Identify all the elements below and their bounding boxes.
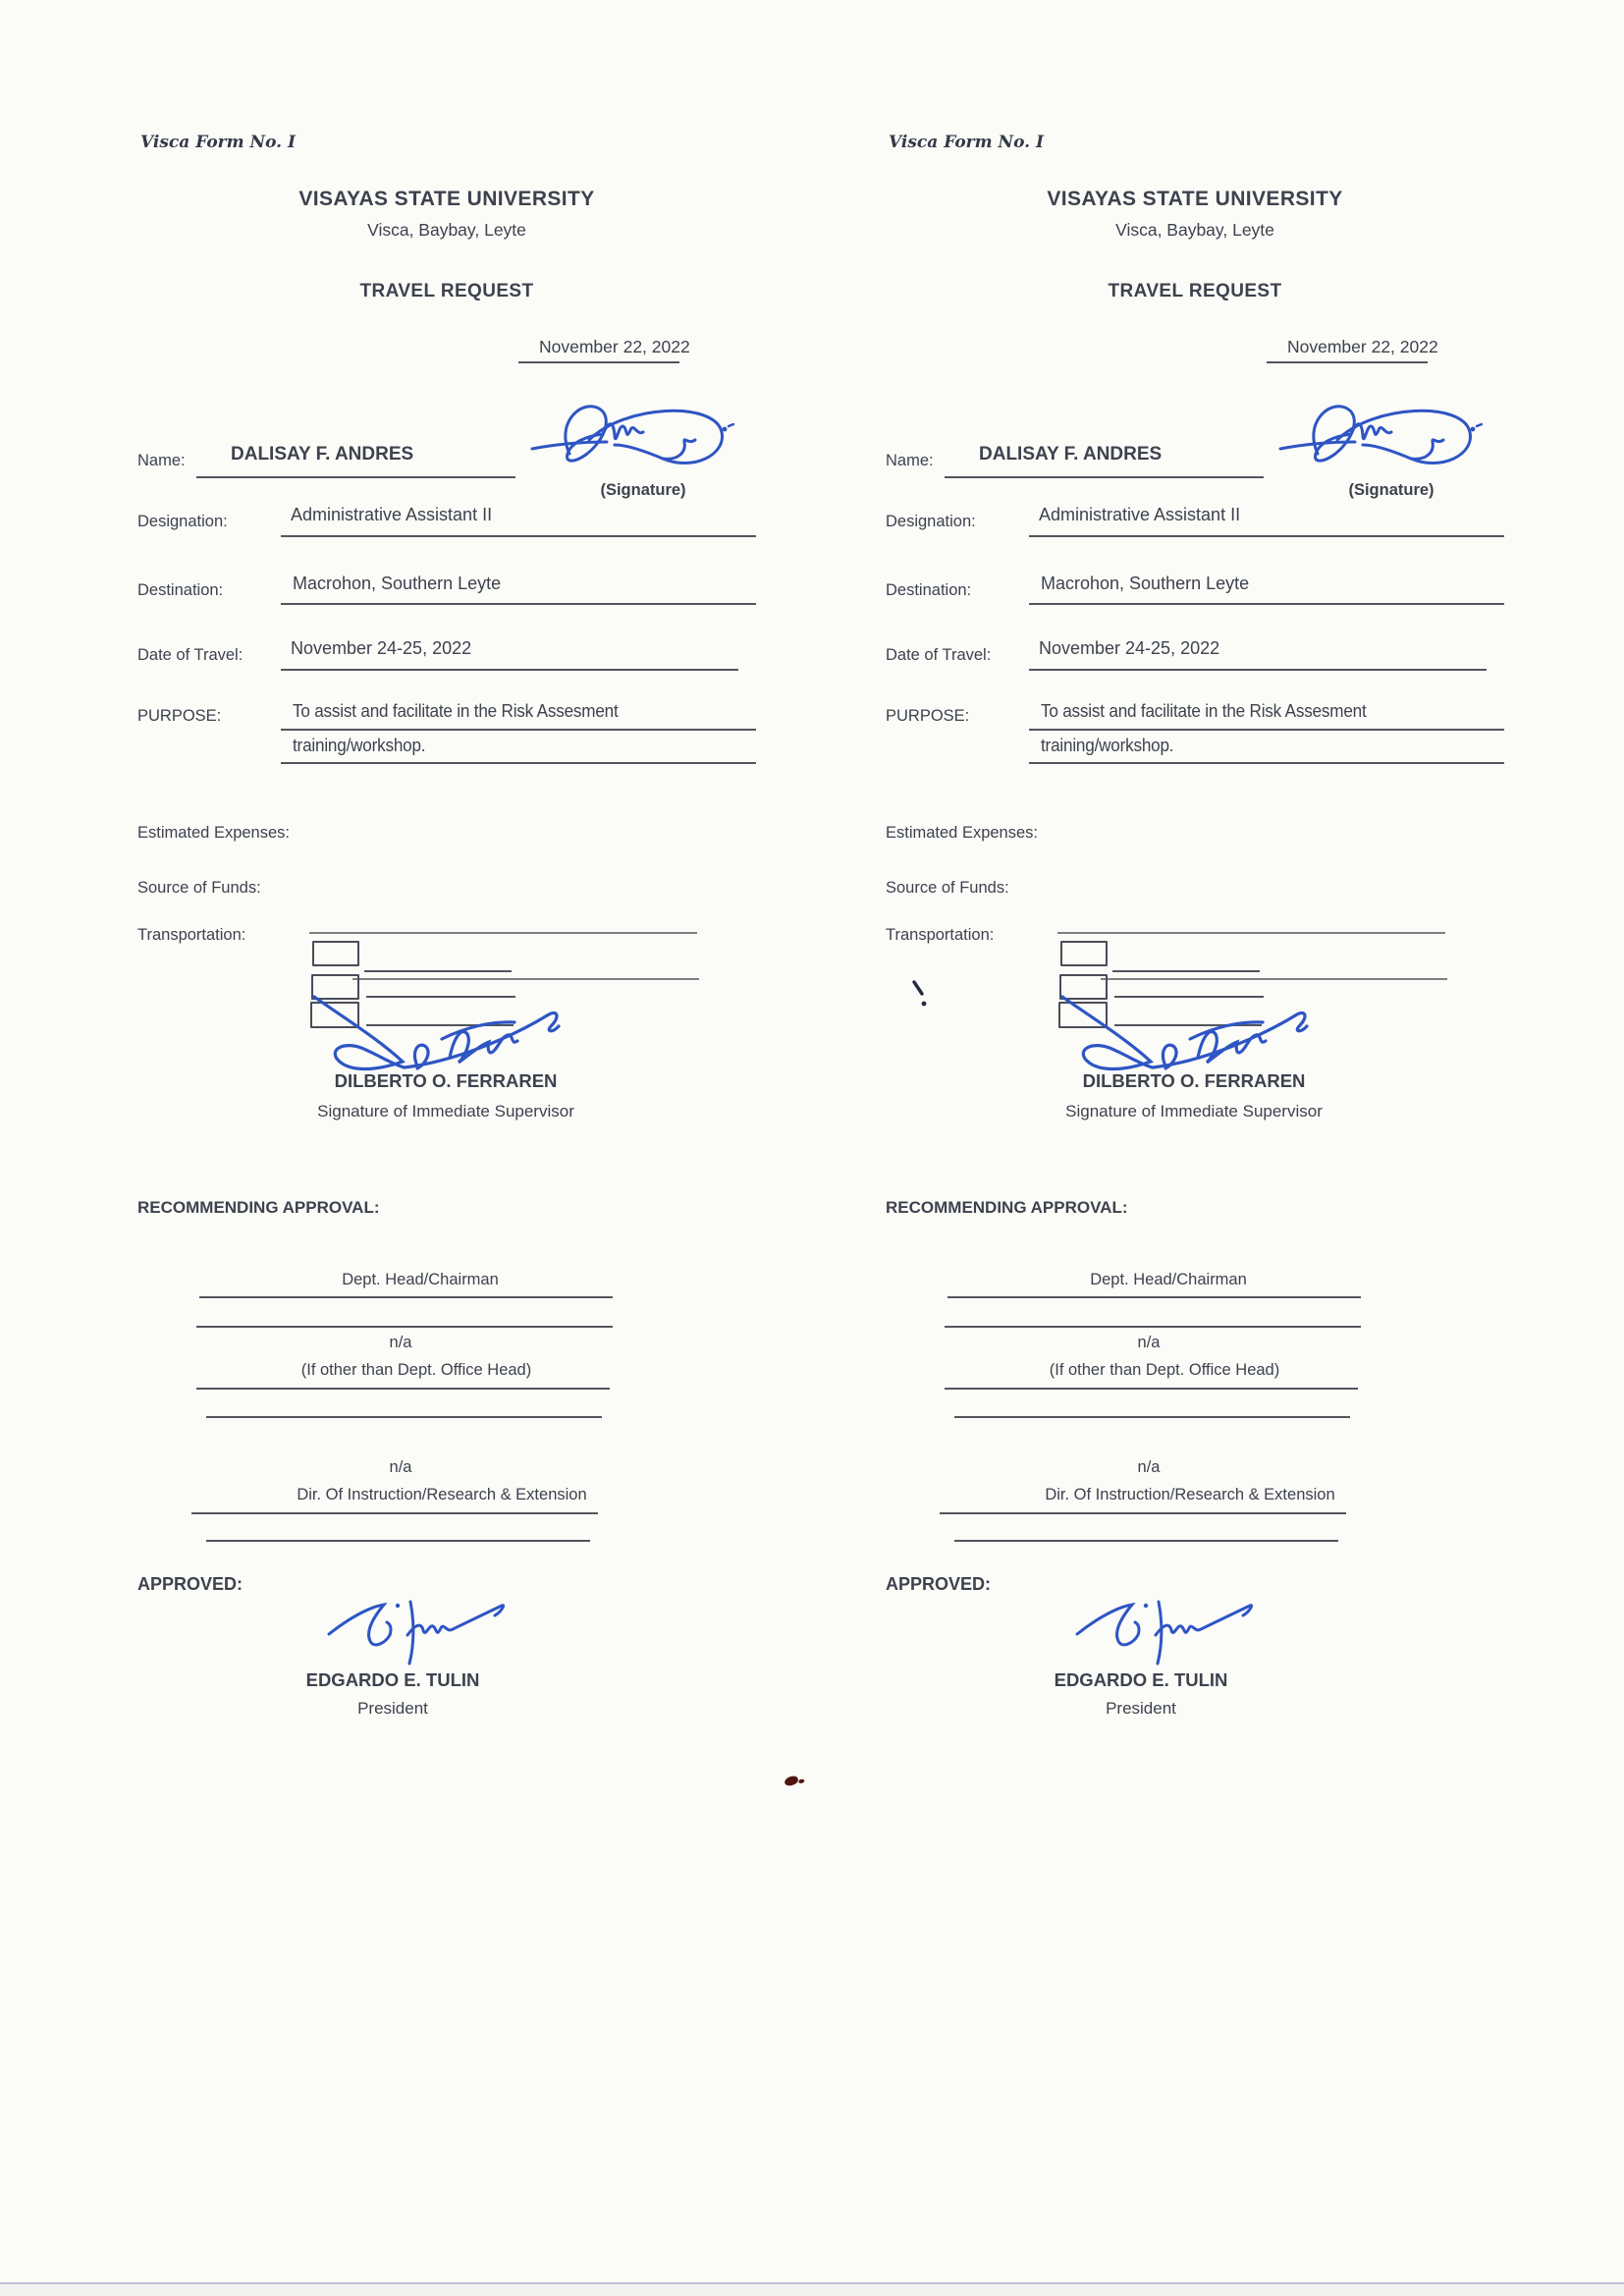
purpose-label: PURPOSE:: [137, 707, 222, 725]
supervisor-name: DILBERTO O. FERRAREN: [334, 1070, 558, 1091]
form-title: TRAVEL REQUEST: [359, 281, 534, 301]
designation-label: Designation:: [886, 513, 976, 530]
university-address: Visca, Baybay, Leyte: [367, 220, 526, 240]
university-name: VISAYAS STATE UNIVERSITY: [1047, 188, 1343, 210]
travel-request-form-right: [886, 0, 1534, 2296]
destination-label: Destination:: [137, 581, 224, 599]
signature-caption: (Signature): [1348, 481, 1435, 499]
purpose-line2: training/workshop.: [1041, 736, 1174, 755]
blank-line-3: [206, 1540, 590, 1542]
estimated-expenses-label: Estimated Expenses:: [137, 824, 290, 842]
destination-value: Macrohon, Southern Leyte: [1041, 574, 1250, 593]
purpose-label: PURPOSE:: [886, 707, 970, 725]
date-of-travel-label: Date of Travel:: [137, 646, 244, 664]
supervisor-title: Signature of Immediate Supervisor: [1065, 1102, 1323, 1121]
form-number: Visca Form No. I: [889, 133, 1044, 152]
approved-header: APPROVED:: [886, 1574, 992, 1594]
request-date-underline: [518, 361, 679, 363]
requester-signature-scribble: [528, 393, 736, 488]
dept-head-label: Dept. Head/Chairman: [1090, 1271, 1247, 1288]
na-value-2: n/a: [389, 1458, 412, 1476]
date-of-travel-value: November 24-25, 2022: [291, 638, 472, 658]
transport-line-1a: [364, 970, 512, 972]
supervisor-name: DILBERTO O. FERRAREN: [1082, 1070, 1306, 1091]
purpose-underline-2: [281, 762, 756, 764]
transportation-label: Transportation:: [886, 926, 995, 944]
dept-head-line: [199, 1296, 613, 1298]
na-value-1: n/a: [389, 1334, 412, 1351]
university-name: VISAYAS STATE UNIVERSITY: [298, 188, 595, 210]
blank-line-2: [206, 1416, 602, 1418]
president-signature-scribble: [319, 1597, 527, 1669]
form-number: Visca Form No. I: [140, 133, 296, 152]
president-name: EDGARDO E. TULIN: [305, 1669, 480, 1690]
na-value-2: n/a: [1137, 1458, 1161, 1476]
if-other-label: (If other than Dept. Office Head): [1049, 1361, 1280, 1379]
designation-value: Administrative Assistant II: [1039, 505, 1241, 524]
transportation-label: Transportation:: [137, 926, 246, 944]
designation-value: Administrative Assistant II: [291, 505, 493, 524]
blank-line-1: [196, 1326, 613, 1328]
date-of-travel-label: Date of Travel:: [886, 646, 992, 664]
supervisor-title: Signature of Immediate Supervisor: [317, 1102, 574, 1121]
source-of-funds-label: Source of Funds:: [137, 879, 261, 897]
name-label: Name:: [137, 452, 186, 469]
name-value: DALISAY F. ANDRES: [979, 444, 1163, 465]
signature-caption: (Signature): [600, 481, 686, 499]
purpose-underline-1: [1029, 729, 1504, 731]
director-label: Dir. Of Instruction/Research & Extension: [297, 1486, 587, 1503]
president-signature-scribble: [1067, 1597, 1275, 1669]
designation-underline: [1029, 535, 1504, 537]
director-line: [191, 1512, 598, 1514]
transport-line-1a: [1112, 970, 1260, 972]
ink-speck-artifact: [784, 1776, 799, 1787]
name-value: DALISAY F. ANDRES: [231, 444, 414, 465]
if-other-line: [945, 1388, 1358, 1390]
form-title: TRAVEL REQUEST: [1108, 281, 1282, 301]
request-date: November 22, 2022: [1287, 337, 1438, 356]
destination-underline: [281, 603, 756, 605]
transportation-line: [1057, 932, 1445, 934]
na-value-1: n/a: [1137, 1334, 1161, 1351]
purpose-underline-2: [1029, 762, 1504, 764]
requester-signature-scribble: [1276, 393, 1485, 488]
blank-line-2: [954, 1416, 1350, 1418]
transport-checkbox-1: [312, 941, 359, 966]
request-date-underline: [1267, 361, 1428, 363]
if-other-line: [196, 1388, 610, 1390]
recommending-approval-header: RECOMMENDING APPROVAL:: [137, 1198, 380, 1217]
designation-label: Designation:: [137, 513, 228, 530]
if-other-label: (If other than Dept. Office Head): [300, 1361, 532, 1379]
president-title: President: [1106, 1699, 1176, 1718]
president-name: EDGARDO E. TULIN: [1054, 1669, 1228, 1690]
name-label: Name:: [886, 452, 934, 469]
destination-label: Destination:: [886, 581, 972, 599]
destination-underline: [1029, 603, 1504, 605]
blank-line-1: [945, 1326, 1361, 1328]
recommending-approval-header: RECOMMENDING APPROVAL:: [886, 1198, 1128, 1217]
designation-underline: [281, 535, 756, 537]
date-of-travel-underline: [1029, 669, 1487, 671]
name-underline: [196, 476, 515, 478]
president-title: President: [357, 1699, 428, 1718]
director-line: [940, 1512, 1346, 1514]
date-of-travel-value: November 24-25, 2022: [1039, 638, 1220, 658]
estimated-expenses-label: Estimated Expenses:: [886, 824, 1038, 842]
transportation-line: [309, 932, 697, 934]
source-of-funds-label: Source of Funds:: [886, 879, 1009, 897]
director-label: Dir. Of Instruction/Research & Extension: [1045, 1486, 1335, 1503]
transport-checkbox-1: [1060, 941, 1108, 966]
blank-line-3: [954, 1540, 1338, 1542]
approved-header: APPROVED:: [137, 1574, 244, 1594]
purpose-line2: training/workshop.: [293, 736, 426, 755]
travel-request-form-left: [137, 0, 785, 2296]
name-underline: [945, 476, 1264, 478]
destination-value: Macrohon, Southern Leyte: [293, 574, 502, 593]
date-of-travel-underline: [281, 669, 738, 671]
university-address: Visca, Baybay, Leyte: [1115, 220, 1274, 240]
purpose-line1: To assist and facilitate in the Risk Assesment: [1041, 701, 1367, 721]
dept-head-line: [947, 1296, 1361, 1298]
purpose-underline-1: [281, 729, 756, 731]
dept-head-label: Dept. Head/Chairman: [342, 1271, 499, 1288]
request-date: November 22, 2022: [539, 337, 690, 356]
purpose-line1: To assist and facilitate in the Risk Assesment: [293, 701, 619, 721]
